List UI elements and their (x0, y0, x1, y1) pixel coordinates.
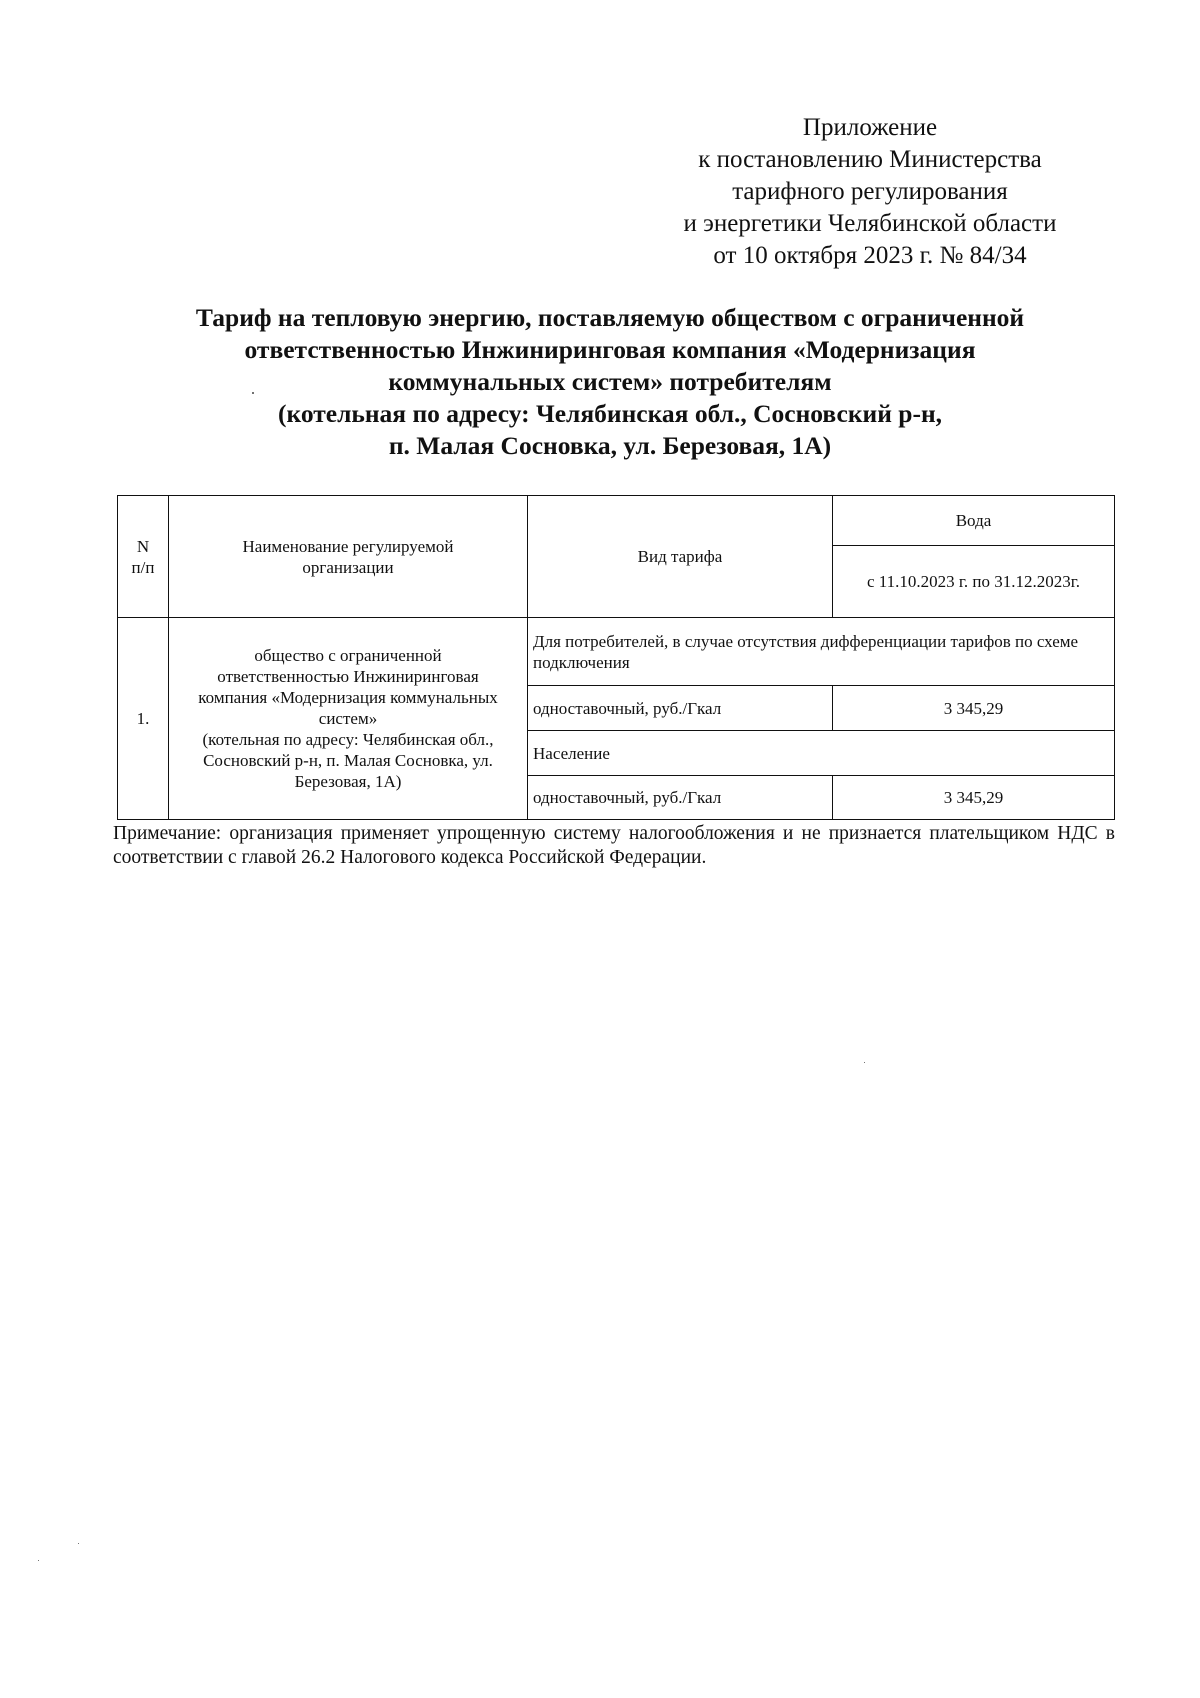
scan-speck (864, 1062, 865, 1063)
tariff-name: одноставочный, руб./Гкал (528, 776, 833, 820)
header-period: с 11.10.2023 г. по 31.12.2023г. (833, 546, 1115, 618)
title-line: (котельная по адресу: Челябинская обл., Сосновский р-н, (277, 399, 943, 428)
footnote: Примечание: организация применяет упрощенную систему налогообложения и не признается плательщиком НДС в соответствии с главой 26.2 Налогового кодекса Российской Федерации. (113, 823, 1115, 868)
row-number: 1. (118, 618, 169, 820)
title-line: Тариф на тепловую энергию, поставляемую обществом с ограниченной (195, 303, 1025, 332)
tariff-table (117, 495, 1115, 820)
tariff-value: 3 345,29 (833, 776, 1115, 820)
consumer-group-label: Население (528, 731, 1115, 776)
tariff-name: одноставочный, руб./Гкал (528, 686, 833, 731)
title-line: ответственностью Инжиниринговая компания «Модернизация (244, 335, 976, 364)
row-organization: общество с ограниченной ответственностью Инжиниринговая компания «Модернизация коммунальных систем» (котельная по адресу: Челябинская обл., Сосновский р-н, п. Малая Сосновка, ул. Березовая, 1А) (169, 618, 528, 820)
appendix-block (630, 112, 1110, 272)
document-title (110, 302, 1110, 462)
appendix-line: к постановлению Министерства (698, 146, 1042, 173)
scan-speck (38, 1560, 39, 1561)
scan-speck (252, 392, 254, 394)
table-row (118, 618, 1115, 686)
scan-speck (78, 1543, 79, 1544)
title-line: коммунальных систем» потребителям (388, 367, 832, 396)
consumer-group-label: Для потребителей, в случае отсутствия дифференциации тарифов по схеме подключения (528, 618, 1115, 686)
table-header-row (118, 496, 1115, 546)
appendix-line: Приложение (802, 114, 938, 141)
appendix-line: и энергетики Челябинской области (683, 210, 1057, 237)
tariff-value: 3 345,29 (833, 686, 1115, 731)
header-number: N п/п (118, 496, 169, 618)
header-water: Вода (833, 496, 1115, 546)
title-line: п. Малая Сосновка, ул. Березовая, 1А) (388, 431, 832, 460)
appendix-line: от 10 октября 2023 г. № 84/34 (713, 242, 1027, 269)
header-organization: Наименование регулируемой организации (169, 496, 528, 618)
header-tariff-type: Вид тарифа (528, 496, 833, 618)
appendix-line: тарифного регулирования (732, 178, 1008, 205)
